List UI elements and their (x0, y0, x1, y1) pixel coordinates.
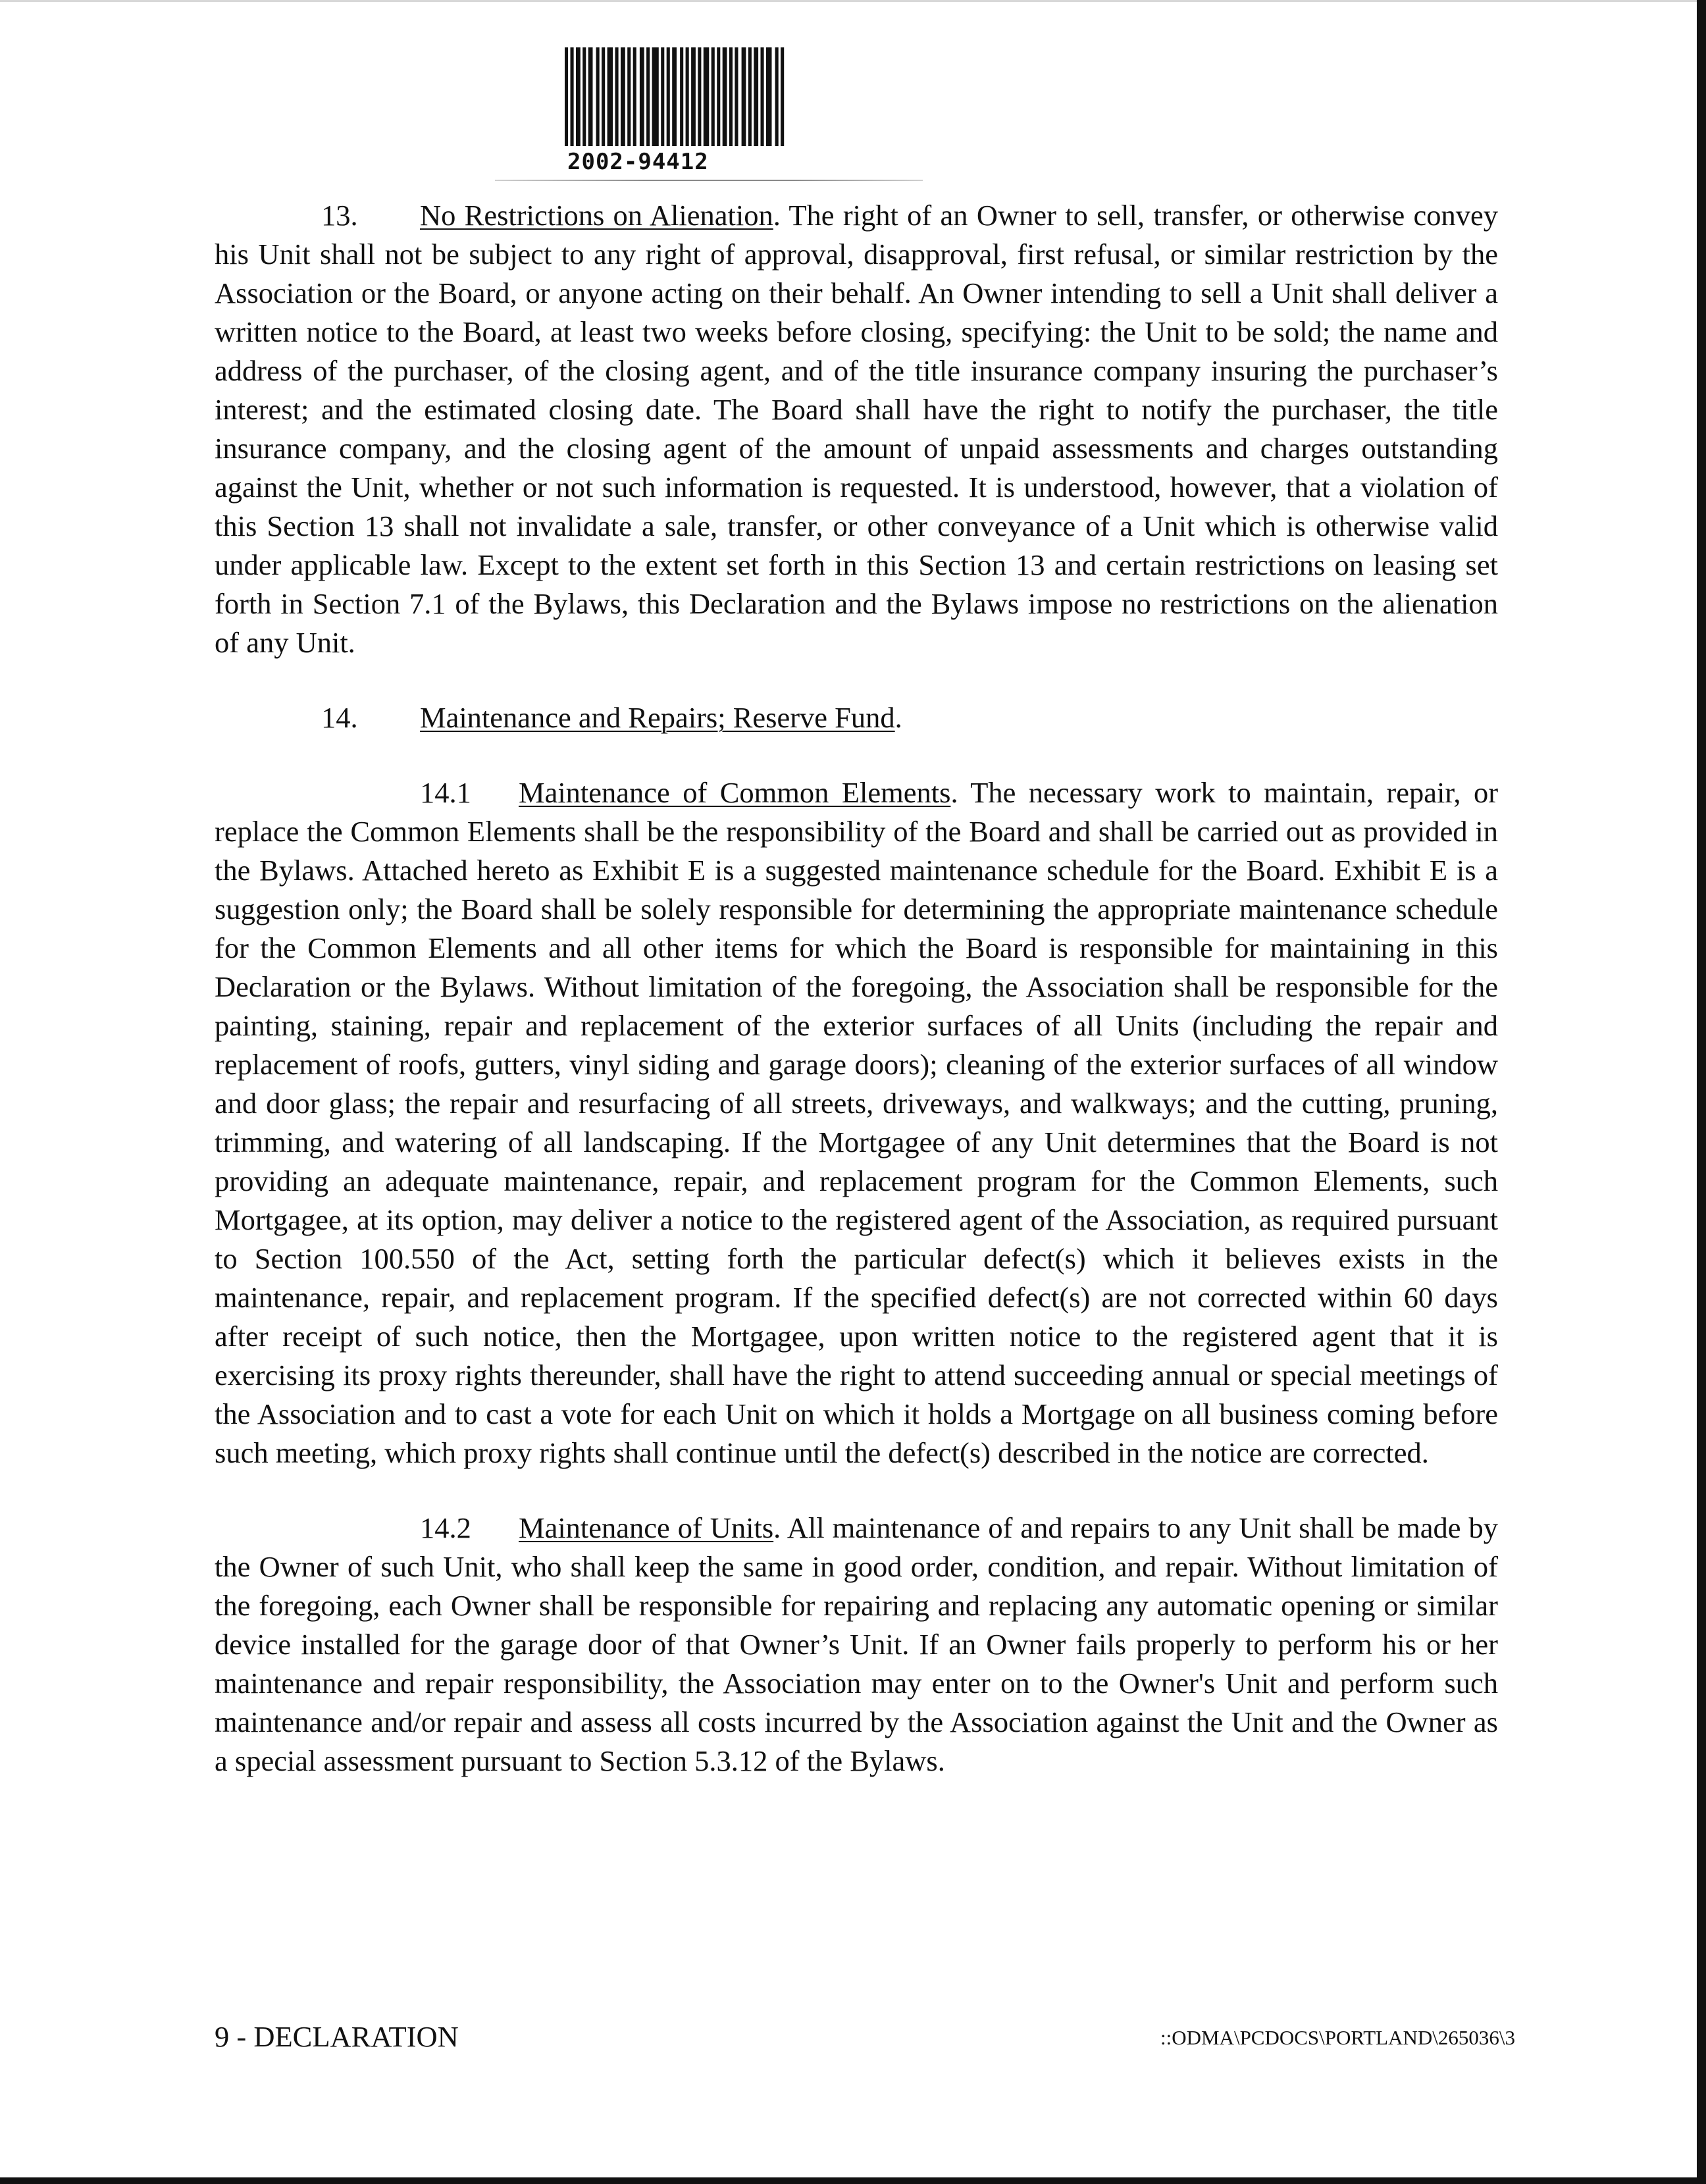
barcode-bar (646, 47, 650, 146)
barcode-bar (661, 47, 664, 146)
barcode-bar (588, 47, 593, 146)
section-heading: No Restrictions on Alienation (420, 199, 773, 232)
barcode-bar (729, 47, 733, 146)
barcode-bar (704, 47, 710, 146)
barcode-bar (576, 47, 581, 146)
footer-document-path: ::ODMA\PCDOCS\PORTLAND\265036\3 (1160, 2026, 1515, 2049)
section-heading-period: . (894, 701, 902, 734)
barcode-bar (766, 47, 772, 146)
barcode-bar (735, 47, 738, 146)
barcode-bar (717, 47, 720, 146)
section-14 (215, 698, 1498, 737)
section-heading: Maintenance of Common Elements (519, 776, 951, 809)
section-14-2 (215, 1509, 1498, 1781)
barcode-bar (621, 47, 625, 146)
section-number: 13. (321, 199, 358, 232)
scan-border-right (1697, 0, 1706, 2184)
barcode-bar (615, 47, 619, 146)
section-heading: Maintenance of Units (519, 1511, 774, 1544)
scan-top-edge (0, 0, 1706, 2)
barcode-bar (565, 47, 568, 146)
section-number: 14. (321, 701, 358, 734)
barcode-bar (627, 47, 631, 146)
barcode-bar (723, 47, 727, 146)
barcode-bar (691, 47, 696, 146)
barcode-bar (781, 47, 784, 146)
barcode-bar (672, 47, 677, 146)
barcode (565, 47, 860, 146)
barcode-bar (667, 47, 670, 146)
barcode-bar (711, 47, 715, 146)
barcode-bar (602, 47, 605, 146)
footer-page-label: 9 - DECLARATION (215, 2020, 459, 2053)
barcode-bar (775, 47, 779, 146)
barcode-underline (495, 180, 923, 181)
barcode-number: 2002-94412 (567, 149, 709, 175)
barcode-bar (680, 47, 683, 146)
barcode-bar (686, 47, 689, 146)
barcode-bar (596, 47, 600, 146)
section-13 (215, 196, 1498, 662)
barcode-bar (761, 47, 764, 146)
barcode-bar (640, 47, 644, 146)
barcode-bar (571, 47, 574, 146)
barcode-bar (748, 47, 752, 146)
barcode-bar (633, 47, 636, 146)
section-number: 14.2 (420, 1511, 471, 1544)
barcode-bar (652, 47, 659, 146)
barcode-bar (754, 47, 758, 146)
barcode-bar (742, 47, 746, 146)
section-number: 14.1 (420, 776, 471, 809)
section-body: . The necessary work to maintain, repair, or replace the Common Elements shall be the responsibility of the Board and shall be carried out as provided in the Bylaws. Attached hereto as Exhibit E is a suggested maintenance schedule for the Board. Exhibit E is a suggestion only; the Board shall be solely responsible for determining the appropriate maintenance schedule for the Common Elements and all other items for which the Board is responsible for maintaining in this Declaration or the Bylaws. Without limitation of the foregoing, the Association shall be responsible for the painting, staining, repair and replacement of the exterior surfaces of all Units (including the repair and replacement of roofs, gutters, vinyl siding and garage doors); cleaning of the exterior surfaces of all window and door glass; the repair and resurfacing of all streets, driveways, and walkways; and the cutting, pruning, trimming, and watering of all landscaping. If the Mortgagee of any Unit determines that the Board is not providing an adequate maintenance, repair, and replacement program for the Common Elements, such Mortgagee, at its option, may deliver a notice to the registered agent of the Association, as required pursuant to Section 100.550 of the Act, setting forth the particular defect(s) which it believes exists in the maintenance, repair, and replacement program. If the specified defect(s) are not corrected within 60 days after receipt of such notice, then the Mortgagee, upon written notice to the registered agent that it is exercising its proxy rights thereunder, shall have the right to attend succeeding annual or special meetings of the Association and to cast a vote for each Unit on which it holds a Mortgage on all business coming before such meeting, which proxy rights shall continue until the defect(s) described in the notice are corrected. (215, 776, 1499, 1469)
section-body: . The right of an Owner to sell, transfer, or otherwise convey his Unit shall not be subject to any right of approval, disapproval, first refusal, or similar restriction by the Association or the Board, or anyone acting on their behalf. An Owner intending to sell a Unit shall deliver a written notice to the Board, at least two weeks before closing, specifying: the Unit to be sold; the name and address of the purchaser, of the closing agent, and of the title insurance company insuring the purchaser’s interest; and the estimated closing date. The Board shall have the right to notify the purchaser, the title insurance company, and the closing agent of the amount of unpaid assessments and charges outstanding against the Unit, whether or not such information is requested. It is understood, however, that a violation of this Section 13 shall not invalidate a sale, transfer, or other conveyance of a Unit which is otherwise valid under applicable law. Except to the extent set forth in this Section 13 and certain restrictions on leasing set forth in Section 7.1 of the Bylaws, this Declaration and the Bylaws impose no restrictions on the alienation of any Unit. (215, 199, 1498, 659)
scan-border-bottom (0, 2177, 1706, 2184)
section-14-1 (215, 773, 1498, 1472)
barcode-bar (582, 47, 586, 146)
barcode-bar (607, 47, 613, 146)
section-body: . All maintenance of and repairs to any Unit shall be made by the Owner of such Unit, who shall keep the same in good order, condition, and repair. Without limitation of the foregoing, each Owner shall be responsible for repairing and replacing any automatic opening or similar device installed for the garage door of that Owner’s Unit. If an Owner fails properly to perform his or her maintenance and repair responsibility, the Association may enter on to the Owner's Unit and perform such maintenance and/or repair and assess all costs incurred by the Association against the Unit and the Owner as a special assessment pursuant to Section 5.3.12 of the Bylaws. (215, 1511, 1498, 1777)
document-body (215, 196, 1498, 1781)
barcode-bar (698, 47, 701, 146)
section-heading: Maintenance and Repairs; Reserve Fund (420, 701, 895, 734)
